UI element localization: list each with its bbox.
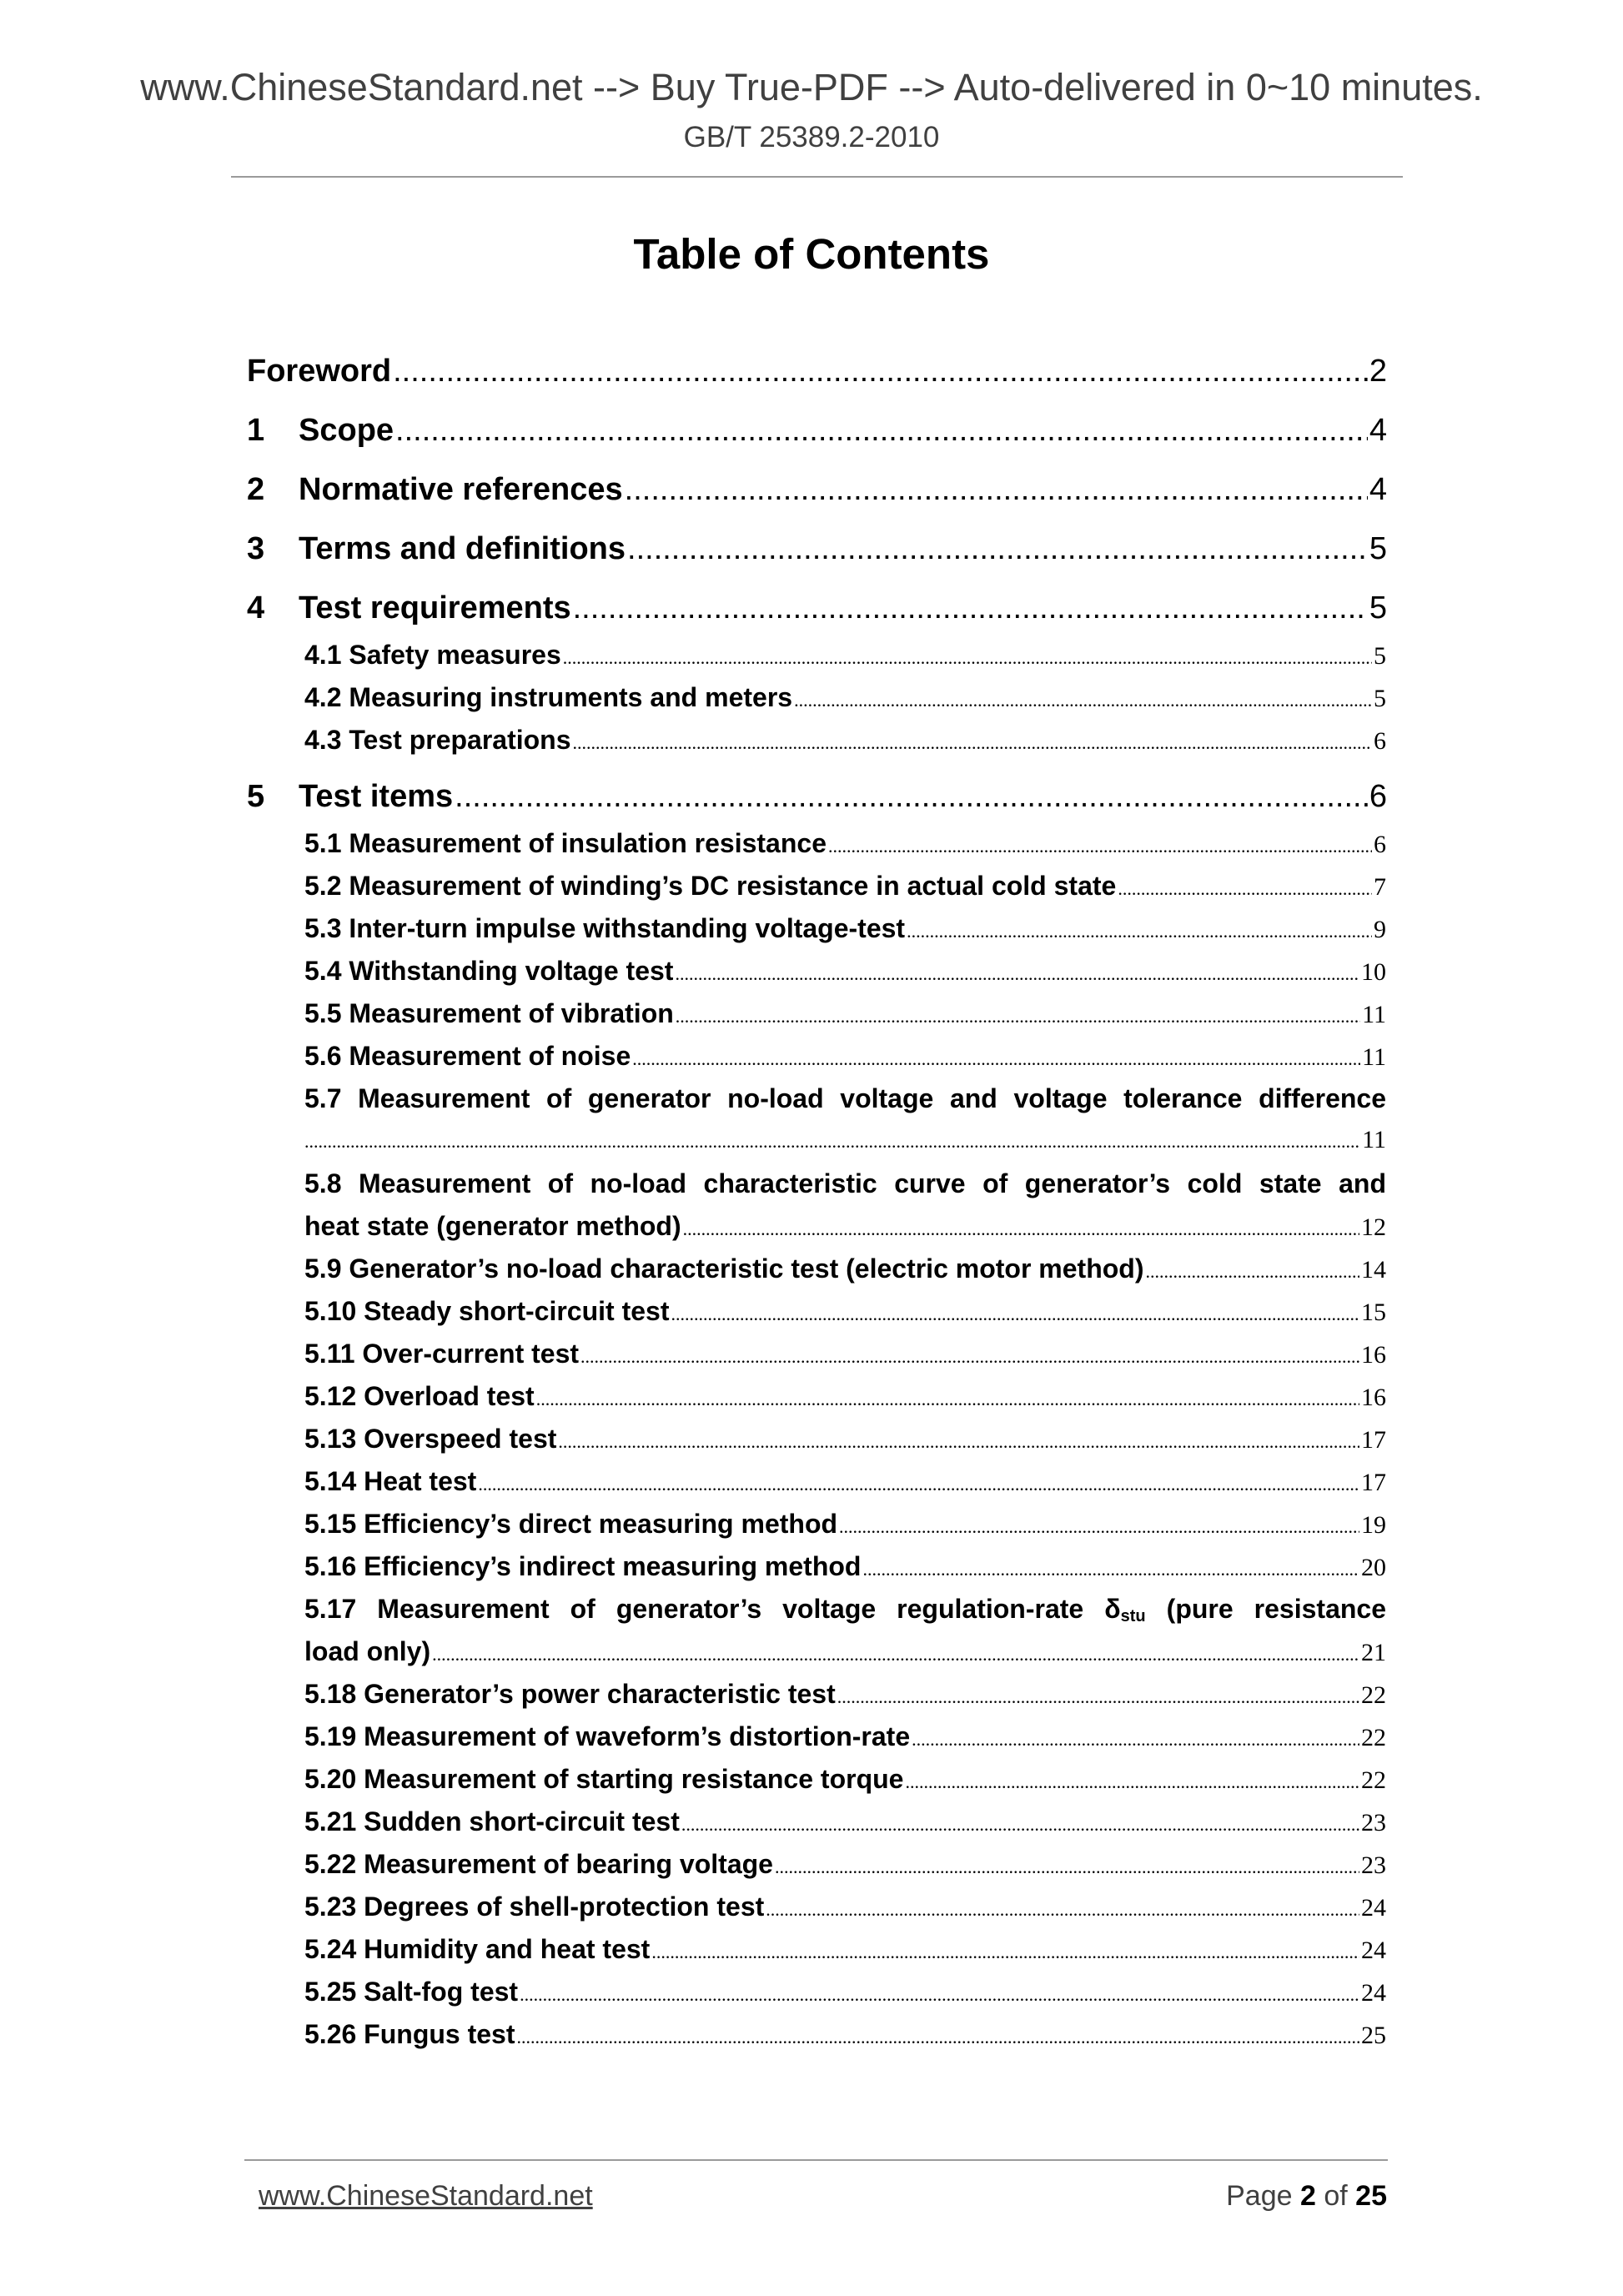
toc-label: 5.19 Measurement of waveform’s distortion-rate (304, 1721, 911, 1751)
leader-dots (520, 1984, 1359, 2006)
leader-dots (676, 1006, 1360, 1027)
leader-dots (1118, 878, 1372, 900)
toc-page: 5 (1369, 531, 1387, 566)
page-of: of (1324, 2180, 1348, 2212)
toc-page: 7 (1374, 873, 1386, 901)
toc-label: 5.13 Overspeed test (304, 1424, 557, 1454)
toc-label: 5.11 Over-current test (304, 1339, 580, 1369)
leader-dots (517, 2027, 1360, 2048)
toc-page: 15 (1361, 1299, 1386, 1326)
toc-entry-5-14[interactable] (304, 1466, 1386, 1503)
toc-page: 20 (1361, 1554, 1386, 1581)
toc-label: 5.25 Salt-fog test (304, 1977, 519, 2007)
toc-label: Test items (299, 779, 454, 814)
toc-page: 22 (1361, 1766, 1386, 1794)
toc-label-part: 5.17 Measurement of generator’s voltage regulation-rate δ (304, 1594, 1121, 1624)
toc-page: 17 (1361, 1469, 1386, 1496)
toc-entry-4-2[interactable] (304, 682, 1386, 719)
toc-page: 4 (1369, 472, 1387, 507)
leader-dots (912, 1729, 1359, 1751)
toc-page: 2 (1369, 354, 1387, 389)
toc-page: 6 (1369, 779, 1387, 814)
toc-label: Terms and definitions (299, 531, 626, 566)
leader-dots (839, 1516, 1359, 1538)
toc-label: 4.1 Safety measures (304, 640, 561, 670)
toc-entry-5-23[interactable] (304, 1892, 1386, 1928)
toc-entry-4-1[interactable] (304, 640, 1386, 676)
page-current: 2 (1299, 2180, 1316, 2212)
toc-entry-5-9[interactable] (304, 1254, 1386, 1290)
toc-page: 16 (1361, 1341, 1386, 1369)
section-number: 4 (247, 590, 265, 625)
toc-entry-5-4[interactable] (304, 956, 1386, 992)
toc-label: 4.2 Measuring instruments and meters (304, 682, 793, 712)
toc-page: 5 (1369, 590, 1387, 625)
toc-label: 5.3 Inter-turn impulse withstanding voltage-test (304, 913, 906, 943)
toc-label: 5.16 Efficiency’s indirect measuring method (304, 1551, 862, 1581)
leader-dots (478, 1474, 1359, 1495)
toc-entry-5-21[interactable] (304, 1806, 1386, 1843)
leader-dots (580, 1346, 1359, 1368)
toc-entry-5-2[interactable] (304, 871, 1386, 907)
toc-entry-5-13[interactable] (304, 1424, 1386, 1460)
toc-entry-5-7-line1[interactable]: 5.7 Measurement of generator no-load voltage and voltage tolerance difference (304, 1083, 1386, 1113)
toc-label: 5.14 Heat test (304, 1466, 477, 1496)
standard-code: GB/T 25389.2-2010 (683, 121, 940, 153)
toc-page: 5 (1374, 685, 1386, 712)
leader-dots (455, 779, 1368, 815)
toc-entry-normative-references[interactable] (247, 472, 1387, 519)
footer-link[interactable]: www.ChineseStandard.net (259, 2180, 593, 2212)
toc-page: 6 (1374, 727, 1386, 755)
toc-entry-scope[interactable] (247, 413, 1387, 460)
toc-page: 11 (1362, 1001, 1386, 1028)
toc-page: 5 (1374, 642, 1386, 670)
leader-dots (766, 1899, 1359, 1921)
toc-page: 24 (1361, 1979, 1386, 2007)
leader-dots (393, 354, 1368, 389)
leader-dots (563, 647, 1372, 669)
toc-entry-test-items[interactable] (247, 779, 1387, 826)
toc-entry-5-17-line1[interactable] (304, 1594, 1386, 1630)
leader-dots (1146, 1261, 1360, 1283)
toc-label: Scope (299, 413, 394, 448)
toc-page: 16 (1361, 1384, 1386, 1411)
subscript: stu (1120, 1607, 1146, 1625)
toc-page: 11 (1362, 1126, 1386, 1153)
leader-dots (862, 1559, 1359, 1580)
toc-label: 5.22 Measurement of bearing voltage (304, 1849, 773, 1879)
toc-entry-5-18[interactable] (304, 1679, 1386, 1716)
toc-page: 9 (1374, 916, 1386, 943)
toc-page: 22 (1361, 1724, 1386, 1751)
toc-entry-5-22[interactable] (304, 1849, 1386, 1886)
toc-entry-5-8-line2[interactable] (304, 1211, 1386, 1248)
leader-dots (536, 1389, 1359, 1410)
page-word: Page (1226, 2180, 1293, 2212)
leader-dots (632, 1048, 1360, 1070)
toc-entry-5-10[interactable] (304, 1296, 1386, 1333)
toc-entry-4-3[interactable] (304, 725, 1386, 761)
footer-rule (244, 2159, 1388, 2161)
toc-page: 21 (1361, 1639, 1386, 1666)
leader-dots (837, 1686, 1359, 1708)
leader-dots (683, 1218, 1359, 1240)
leader-dots (625, 472, 1368, 508)
toc-label: Normative references (299, 472, 623, 507)
leader-dots (304, 1131, 1360, 1153)
toc-entry-5-25[interactable] (304, 1977, 1386, 2013)
toc-entry-5-6[interactable] (304, 1041, 1386, 1078)
toc-page: 24 (1361, 1937, 1386, 1964)
toc-page: 24 (1361, 1894, 1386, 1922)
toc-label: 5.26 Fungus test (304, 2019, 515, 2049)
toc-entry-5-8-line1[interactable]: 5.8 Measurement of no-load characteristic curve of generator’s cold state and (304, 1168, 1386, 1198)
toc-label: 5.24 Humidity and heat test (304, 1934, 651, 1964)
toc-label: heat state (generator method) (304, 1211, 681, 1241)
leader-dots (558, 1431, 1359, 1453)
leader-dots (828, 836, 1372, 857)
toc-page: 17 (1361, 1426, 1386, 1454)
toc-page: 23 (1361, 1809, 1386, 1836)
toc-page: 4 (1369, 413, 1387, 448)
toc-label: 5.23 Degrees of shell-protection test (304, 1892, 765, 1922)
toc-label: 5.21 Sudden short-circuit test (304, 1806, 680, 1836)
toc-entry-5-24[interactable] (304, 1934, 1386, 1971)
leader-dots (573, 590, 1368, 626)
toc-entry-foreword[interactable] (247, 354, 1387, 400)
toc-label: 5.12 Overload test (304, 1381, 535, 1411)
toc-label: load only) (304, 1636, 431, 1666)
page-total: 25 (1355, 2180, 1387, 2212)
leader-dots (395, 413, 1368, 449)
toc-entry-5-3[interactable] (304, 913, 1386, 950)
toc-entry-5-11[interactable] (304, 1339, 1386, 1375)
toc-page: 19 (1361, 1511, 1386, 1539)
toc-page: 11 (1362, 1043, 1386, 1071)
toc-page: 10 (1361, 958, 1386, 986)
toc-label: 5.4 Withstanding voltage test (304, 956, 674, 986)
leader-dots (681, 1814, 1359, 1836)
leader-dots (775, 1856, 1359, 1878)
toc-label: 5.18 Generator’s power characteristic test (304, 1679, 836, 1709)
leader-dots (432, 1644, 1359, 1665)
toc-label: 4.3 Test preparations (304, 725, 571, 755)
section-number: 1 (247, 413, 265, 448)
toc-page: 25 (1361, 2022, 1386, 2049)
toc-entry-terms-and-definitions[interactable] (247, 531, 1387, 578)
toc-label: 5.20 Measurement of starting resistance torque (304, 1764, 904, 1794)
toc-label-part: (pure resistance (1145, 1594, 1387, 1624)
toc-page: 12 (1361, 1213, 1386, 1241)
toc-entry-5-26[interactable] (304, 2019, 1386, 2056)
page-indicator (1226, 2178, 1387, 2214)
toc-label: 5.6 Measurement of noise (304, 1041, 631, 1071)
toc-page: 23 (1361, 1851, 1386, 1879)
toc-page: 22 (1361, 1681, 1386, 1709)
toc-page: 6 (1374, 831, 1386, 858)
leader-dots (905, 1771, 1359, 1793)
toc-label: 5.2 Measurement of winding’s DC resistance in actual cold state (304, 871, 1117, 901)
leader-dots (627, 531, 1368, 567)
leader-dots (573, 732, 1372, 754)
leader-dots (907, 921, 1372, 942)
toc-entry-5-15[interactable] (304, 1509, 1386, 1545)
leader-dots (675, 963, 1359, 985)
section-number: 5 (247, 779, 265, 814)
top-banner: www.ChineseStandard.net --> Buy True-PDF --> Auto-delivered in 0~10 minutes. (140, 66, 1483, 108)
toc-entry-5-7-line2[interactable] (304, 1126, 1386, 1163)
page-title: Table of Contents (633, 230, 990, 278)
toc-entry-5-12[interactable] (304, 1381, 1386, 1418)
toc-page: 14 (1361, 1256, 1386, 1284)
toc-entry-test-requirements[interactable] (247, 590, 1387, 637)
toc-entry-5-16[interactable] (304, 1551, 1386, 1588)
toc-label: 5.10 Steady short-circuit test (304, 1296, 670, 1326)
leader-dots (671, 1304, 1359, 1325)
section-number: 3 (247, 531, 265, 566)
toc-entry-5-19[interactable] (304, 1721, 1386, 1758)
section-number: 2 (247, 472, 265, 507)
toc-entry-5-1[interactable] (304, 828, 1386, 865)
toc-label: 5.1 Measurement of insulation resistance (304, 828, 827, 858)
toc-entry-5-17-line2[interactable] (304, 1636, 1386, 1673)
leader-dots (651, 1942, 1359, 1963)
toc-label: 5.5 Measurement of vibration (304, 998, 674, 1028)
leader-dots (794, 690, 1372, 711)
toc-entry-5-5[interactable] (304, 998, 1386, 1035)
toc-label: Foreword (247, 354, 392, 389)
toc-label: Test requirements (299, 590, 571, 625)
toc-label: 5.9 Generator’s no-load characteristic test (electric motor method) (304, 1254, 1144, 1284)
toc-entry-5-20[interactable] (304, 1764, 1386, 1801)
toc-label: 5.15 Efficiency’s direct measuring method (304, 1509, 838, 1539)
